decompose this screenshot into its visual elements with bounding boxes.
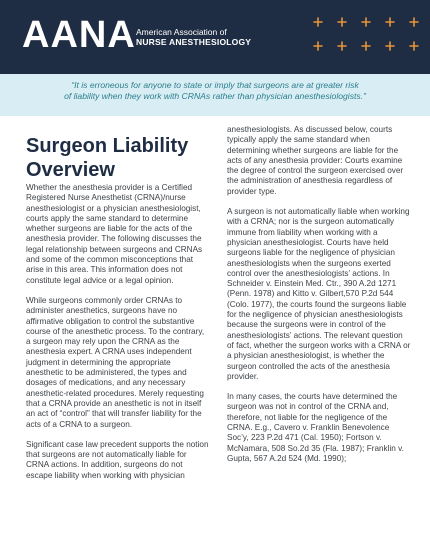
right-paragraph-3: In many cases, the courts have determined the surgeon was not in control of the CRNA and, therefore, not liable for the negligence of the CRNA. E.g., Cavero v. Franklin Benevolence Soc’y, 223 P.2d 471 (Cal. 1950); Fortson v. McNamara, 508 So.2d 35 (Fla. 1987); Franklin v. Gupta, 567 A.2d 524 (Md. 1990); xyxy=(227,392,404,463)
left-column xyxy=(26,183,210,491)
org-name-line1: American Association of xyxy=(136,27,227,37)
org-name-line2: NURSE ANESTHESIOLOGY xyxy=(136,37,252,47)
quote-line2: of liability when they work with CRNAs rather than physician anesthesiologists.” xyxy=(64,91,366,101)
aana-logo: AANA xyxy=(22,14,136,56)
right-paragraph-2: A surgeon is not automatically liable when working with a CRNA; nor is the surgeon automatically immune from liability when working with a physician anesthesiologist. Courts have held surgeons liable for the negligence of physician anesthesiologists when the surgeons exerted control over the anesthesiologists’ actions. In Schneider v. Einstein Med. Ctr., 390 A.2d 1271 (Penn. 1978) and Kitto v. Gilbert,570 P.2d 544 (Colo. 1977), the courts found the surgeons liable for the negligence of physician anesthesiologists because the surgeons were in control of the anesthesiologists’ actions. The relevant question of fact, whether the surgeon works with a CRNA or a physician anesthesiologist, is whether the surgeon controlled the acts of the anesthesia provider. xyxy=(227,207,411,381)
right-paragraph-1: anesthesiologists. As discussed below, courts typically apply the same standard when determining whether surgeons are liable for the acts of any anesthesia provider: Courts examine the degree of control the surgeon exercised over the administration of anesthesia regardless of provider type. xyxy=(227,125,404,196)
title-line1: Surgeon Liability xyxy=(26,135,189,157)
quote-line1: “It is erroneous for anyone to state or imply that surgeons are at greater risk xyxy=(71,80,359,90)
header-banner xyxy=(0,0,430,74)
title-line2: Overview xyxy=(26,159,115,181)
left-paragraph-1: Whether the anesthesia provider is a Certified Registered Nurse Anesthetist (CRNA)/nurse anesthesiologist or a physician anesthesiologist, courts apply the same standard to determine whether surgeons are liable for the acts of the anesthesia provider. The following discusses the legal relationship between surgeons and CRNAs and some of the common misconceptions that arise in this area. This information does not constitute legal advice or a legal opinion. xyxy=(26,183,203,285)
page-title xyxy=(26,134,216,182)
organization-name xyxy=(136,27,251,47)
pull-quote xyxy=(0,80,430,102)
plus-pattern-icon xyxy=(312,14,430,58)
right-column xyxy=(227,125,411,474)
left-paragraph-2: While surgeons commonly order CRNAs to administer anesthetics, surgeons have no affirmative obligation to control the substantive course of the anesthetic process. To the contrary, a surgeon may rely upon the CRNA as the anesthesia expert. A CRNA uses independent judgment in determining the appropriate anesthetic to be administered, the types and dosages of medications, and any necessary anesthetic-related procedures. Merely requesting that a CRNA provide an anesthetic is not in itself an act of “control” that will transfer liability for the acts of a CRNA to a surgeon. xyxy=(26,295,205,429)
left-paragraph-3: Significant case law precedent supports the notion that surgeons are not automatically liable for CRNA actions. In addition, surgeons do not escape liability when working with physician xyxy=(26,439,209,480)
